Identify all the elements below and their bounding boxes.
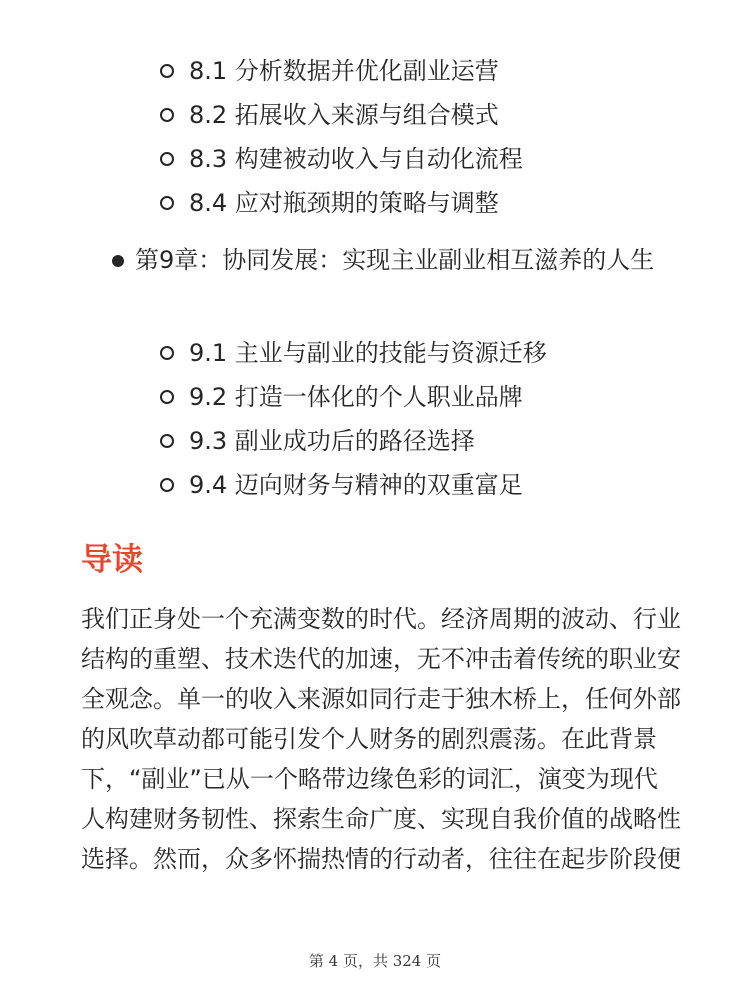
section-heading: 导读 (81, 542, 143, 578)
hollow-bullet-icon (160, 478, 174, 492)
hollow-bullet-icon (160, 64, 174, 78)
toc-item-9-4[interactable] (0, 463, 750, 507)
toc-item-9-2[interactable] (0, 375, 750, 419)
hollow-bullet-icon (160, 434, 174, 448)
toc-item-label: 8.2 拓展收入来源与组合模式 (189, 101, 499, 129)
toc-item-label: 8.3 构建被动收入与自动化流程 (189, 145, 523, 173)
toc-item-9-1[interactable] (0, 331, 750, 375)
toc-chapter-9[interactable]: 第9章：协同发展：实现主业副业相互滋养的人生 (135, 246, 655, 274)
toc-item-8-2[interactable] (0, 93, 750, 137)
toc-item-8-4[interactable] (0, 181, 750, 225)
hollow-bullet-icon (160, 346, 174, 360)
hollow-bullet-icon (160, 390, 174, 404)
page-number-footer: 第 4 页，共 324 页 (308, 952, 442, 970)
filled-bullet-icon (112, 255, 124, 267)
toc-item-label: 8.4 应对瓶颈期的策略与调整 (189, 189, 499, 217)
hollow-bullet-icon (160, 196, 174, 210)
toc-item-9-3[interactable] (0, 419, 750, 463)
toc-item-label: 9.3 副业成功后的路径选择 (189, 427, 475, 455)
toc-item-label: 8.1 分析数据并优化副业运营 (189, 57, 499, 85)
hollow-bullet-icon (160, 108, 174, 122)
toc-item-8-3[interactable] (0, 137, 750, 181)
chapter9-section-list (0, 331, 750, 507)
intro-paragraph: 我们正身处一个充满变数的时代。经济周期的波动、行业结构的重塑、技术迭代的加速，无不冲击着传统的职业安全观念。单一的收入来源如同行走于独木桥上，任何外部的风吹草动都可能引发个人财务的剧烈震荡。在此背景下，“副业”已从一个略带边缘色彩的词汇，演变为现代人构建财务韧性、探索生命广度、实现自我价值的战略性选择。然而，众多怀揣热情的行动者，往往在起步阶段便 (81, 605, 681, 873)
toc-item-8-1[interactable] (0, 49, 750, 93)
toc-item-label: 9.4 迈向财务与精神的双重富足 (189, 471, 523, 499)
toc-item-label: 9.2 打造一体化的个人职业品牌 (189, 383, 523, 411)
hollow-bullet-icon (160, 152, 174, 166)
toc-item-label: 9.1 主业与副业的技能与资源迁移 (189, 339, 547, 367)
chapter8-section-list (0, 49, 750, 225)
